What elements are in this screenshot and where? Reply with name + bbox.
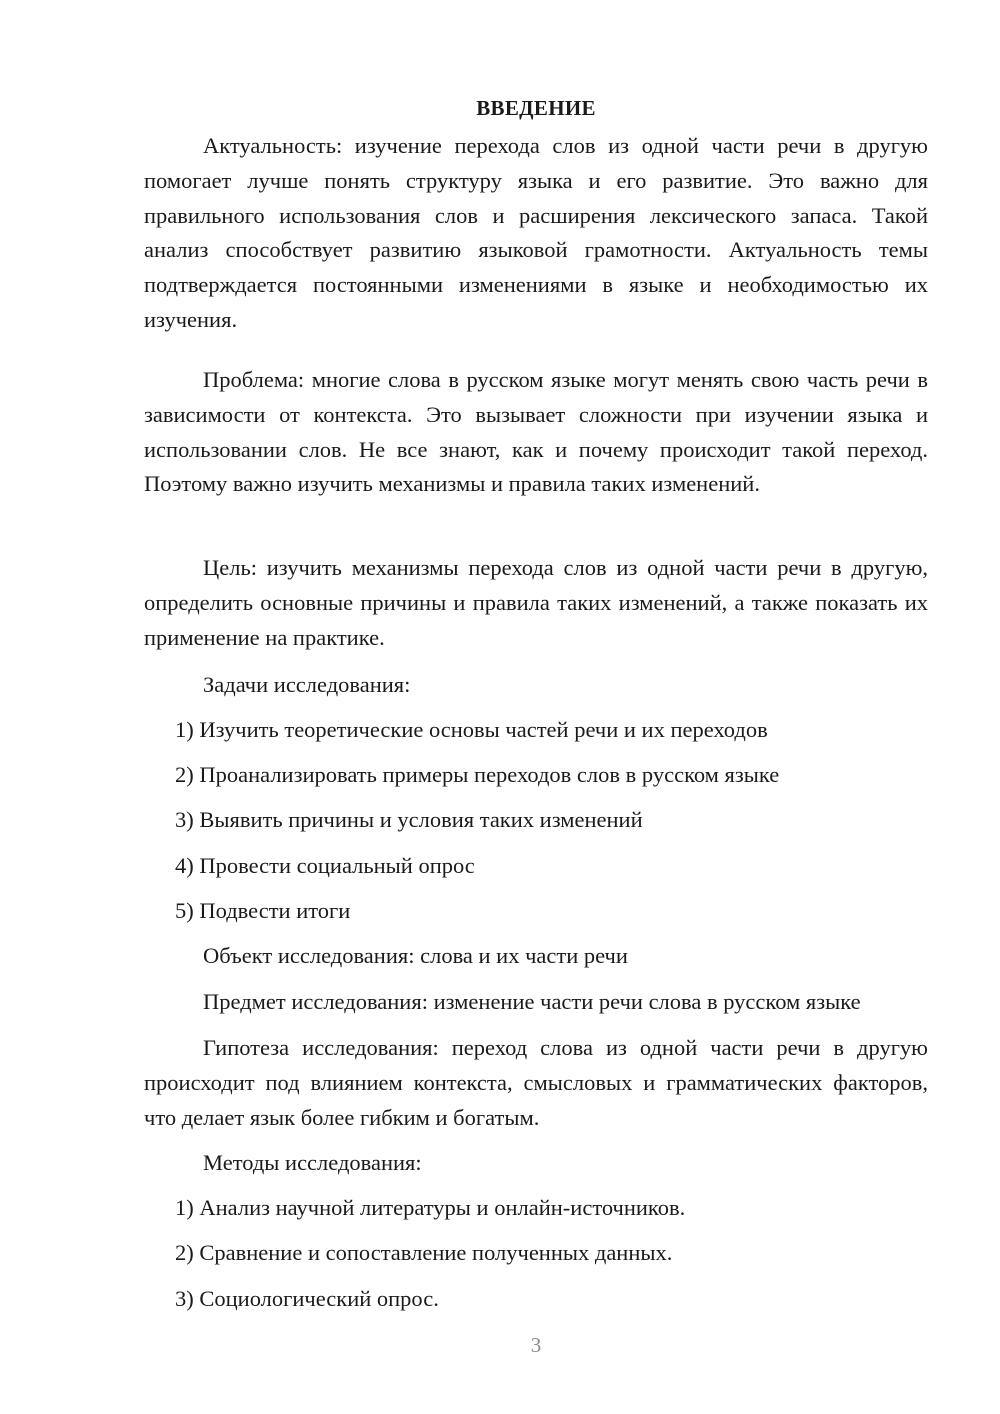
methods-heading: Методы исследования: — [203, 1150, 422, 1175]
relevance-paragraph: Актуальность: изучение перехода слов из одной части речи в другую помогает лучше понять структуру языка и его развитие. Это важно для правильного использования слов и расширения лексического запаса. Такой анализ способствует развитию языковой грамотности. Актуальность темы подтверждается постоянными изменениями в языке и необходимостью их изучения. — [144, 133, 928, 332]
task-item: 4) Провести социальный опрос — [175, 853, 475, 878]
tasks-heading: Задачи исследования: — [203, 672, 411, 697]
method-item: 2) Сравнение и сопоставление полученных данных. — [175, 1240, 673, 1265]
goal-paragraph: Цель: изучить механизмы перехода слов из одной части речи в другую, определить основные причины и правила таких изменений, а также показать их применение на практике. — [144, 555, 928, 650]
task-item: 1) Изучить теоретические основы частей речи и их переходов — [175, 717, 768, 742]
hypothesis-paragraph: Гипотеза исследования: переход слова из одной части речи в другую происходит под влиянием контекста, смысловых и грамматических факторов, что делает язык более гибким и богатым. — [144, 1035, 928, 1130]
task-item: 3) Выявить причины и условия таких изменений — [175, 807, 643, 832]
task-item: 2) Проанализировать примеры переходов слов в русском языке — [175, 762, 780, 787]
problem-paragraph: Проблема: многие слова в русском языке могут менять свою часть речи в зависимости от контекста. Это вызывает сложности при изучении языка и использовании слов. Не все знают, как и почему происходит такой переход. Поэтому важно изучить механизмы и правила таких изменений. — [144, 367, 928, 497]
task-item: 5) Подвести итоги — [175, 898, 351, 923]
method-item: 3) Социологический опрос. — [175, 1286, 439, 1311]
research-subject: Предмет исследования: изменение части речи слова в русском языке — [203, 989, 861, 1014]
page-number: 3 — [530, 1333, 542, 1357]
method-item: 1) Анализ научной литературы и онлайн-источников. — [175, 1195, 686, 1220]
research-object: Объект исследования: слова и их части речи — [203, 943, 628, 968]
page-title: ВВЕДЕНИЕ — [476, 96, 596, 120]
